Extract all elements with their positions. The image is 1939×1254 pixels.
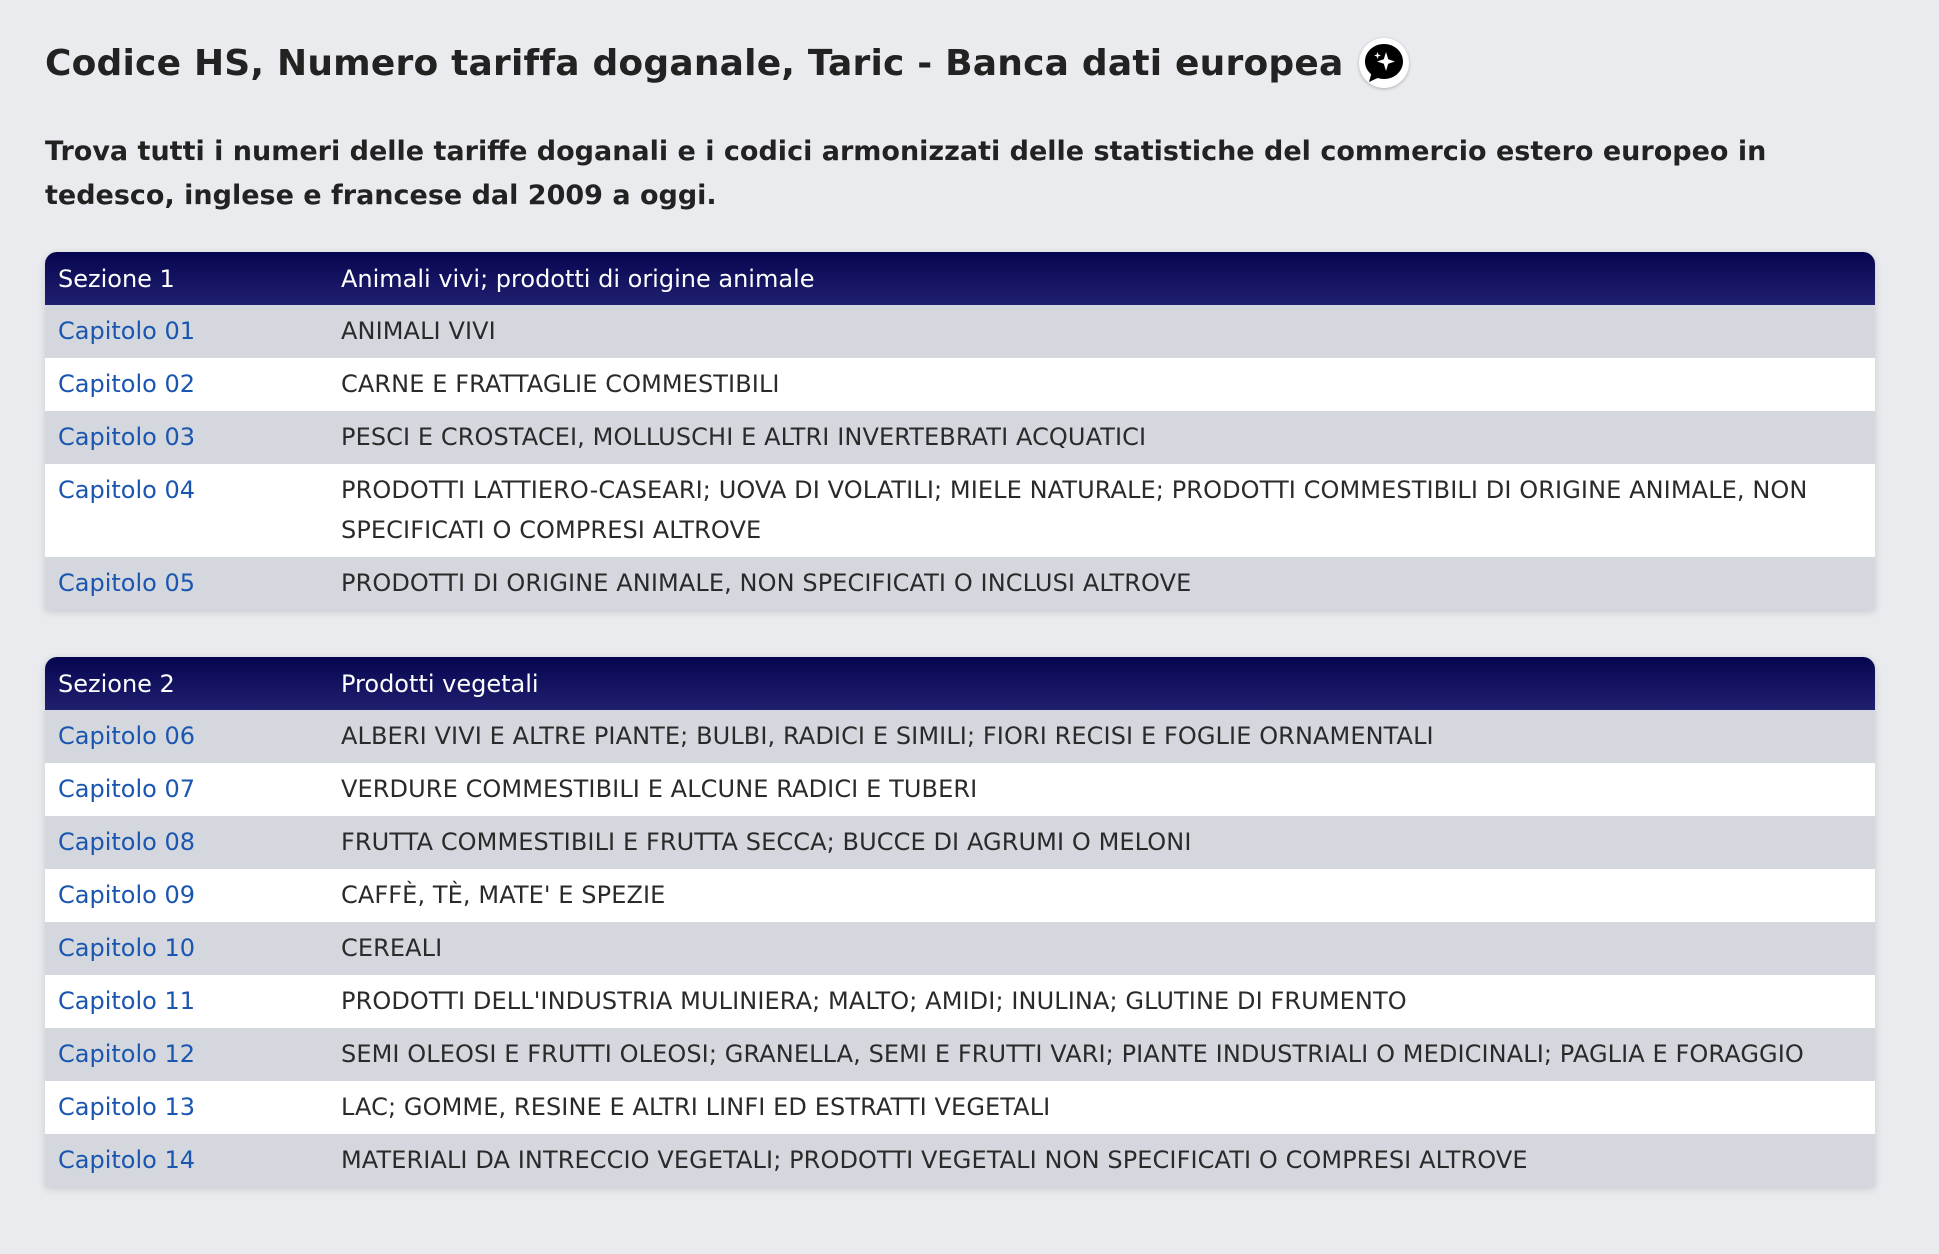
section-title: Prodotti vegetali (341, 669, 539, 698)
sparkle-chat-icon[interactable] (1359, 38, 1409, 88)
chapter-link-01[interactable]: Capitolo 01 (58, 317, 195, 345)
chapter-description: SEMI OLEOSI E FRUTTI OLEOSI; GRANELLA, SEMI E FRUTTI VARI; PIANTE INDUSTRIALI O MEDICINALI; PAGLIA E FORAGGIO (341, 1040, 1804, 1068)
section-header (45, 252, 1875, 305)
chapter-link-07[interactable]: Capitolo 07 (58, 775, 195, 803)
chapter-description: PRODOTTI LATTIERO-CASEARI; UOVA DI VOLATILI; MIELE NATURALE; PRODOTTI COMMESTIBILI DI ORIGINE ANIMALE, NON SPECIFICATI O COMPRESI ALTROVE (341, 476, 1808, 544)
section-2 (45, 657, 1875, 1187)
table-row (45, 869, 1875, 922)
page-title: Codice HS, Numero tariffa doganale, Taric - Banca dati europea (45, 42, 1344, 84)
chapter-description: ANIMALI VIVI (341, 317, 496, 345)
table-row (45, 975, 1875, 1028)
chapter-link-09[interactable]: Capitolo 09 (58, 881, 195, 909)
chapter-link-14[interactable]: Capitolo 14 (58, 1146, 195, 1174)
table-row (45, 411, 1875, 464)
section-header (45, 657, 1875, 710)
chapter-description: VERDURE COMMESTIBILI E ALCUNE RADICI E TUBERI (341, 775, 978, 803)
chapter-description: LAC; GOMME, RESINE E ALTRI LINFI ED ESTRATTI VEGETALI (341, 1093, 1051, 1121)
section-title: Animali vivi; prodotti di origine animale (341, 264, 815, 293)
intro-text: Trova tutti i numeri delle tariffe doganali e i codici armonizzati delle statistiche del commercio estero europeo in tedesco, inglese e francese dal 2009 a oggi. (45, 136, 1767, 211)
page (0, 32, 1939, 1187)
chapter-link-11[interactable]: Capitolo 11 (58, 987, 195, 1015)
chapter-description: FRUTTA COMMESTIBILI E FRUTTA SECCA; BUCCE DI AGRUMI O MELONI (341, 828, 1192, 856)
table-row (45, 816, 1875, 869)
chapter-link-08[interactable]: Capitolo 08 (58, 828, 195, 856)
table-row (45, 710, 1875, 763)
chapter-description: PRODOTTI DELL'INDUSTRIA MULINIERA; MALTO; AMIDI; INULINA; GLUTINE DI FRUMENTO (341, 987, 1407, 1015)
table-row (45, 557, 1875, 610)
table-row (45, 1028, 1875, 1081)
chapter-link-03[interactable]: Capitolo 03 (58, 423, 195, 451)
chapter-description: ALBERI VIVI E ALTRE PIANTE; BULBI, RADICI E SIMILI; FIORI RECISI E FOGLIE ORNAMENTALI (341, 722, 1434, 750)
chapter-description: CEREALI (341, 934, 443, 962)
chapter-link-06[interactable]: Capitolo 06 (58, 722, 195, 750)
table-row (45, 464, 1875, 557)
chapter-description: MATERIALI DA INTRECCIO VEGETALI; PRODOTTI VEGETALI NON SPECIFICATI O COMPRESI ALTROVE (341, 1146, 1528, 1174)
chapter-link-12[interactable]: Capitolo 12 (58, 1040, 195, 1068)
section-label: Sezione 2 (58, 669, 175, 698)
table-row (45, 1081, 1875, 1134)
chapter-list (45, 710, 1875, 1187)
table-row (45, 1134, 1875, 1187)
title-row (45, 32, 1939, 94)
table-row (45, 358, 1875, 411)
table-row (45, 305, 1875, 358)
chapter-link-13[interactable]: Capitolo 13 (58, 1093, 195, 1121)
table-row (45, 922, 1875, 975)
chapter-description: PESCI E CROSTACEI, MOLLUSCHI E ALTRI INVERTEBRATI ACQUATICI (341, 423, 1147, 451)
chapter-description: PRODOTTI DI ORIGINE ANIMALE, NON SPECIFICATI O INCLUSI ALTROVE (341, 569, 1192, 597)
chapter-description: CAFFÈ, TÈ, MATE' E SPEZIE (341, 881, 666, 909)
chapter-link-04[interactable]: Capitolo 04 (58, 476, 195, 504)
table-row (45, 763, 1875, 816)
chapter-link-02[interactable]: Capitolo 02 (58, 370, 195, 398)
chapter-link-05[interactable]: Capitolo 05 (58, 569, 195, 597)
chapter-list (45, 305, 1875, 610)
chapter-link-10[interactable]: Capitolo 10 (58, 934, 195, 962)
section-1 (45, 252, 1875, 610)
chapter-description: CARNE E FRATTAGLIE COMMESTIBILI (341, 370, 780, 398)
section-label: Sezione 1 (58, 264, 175, 293)
